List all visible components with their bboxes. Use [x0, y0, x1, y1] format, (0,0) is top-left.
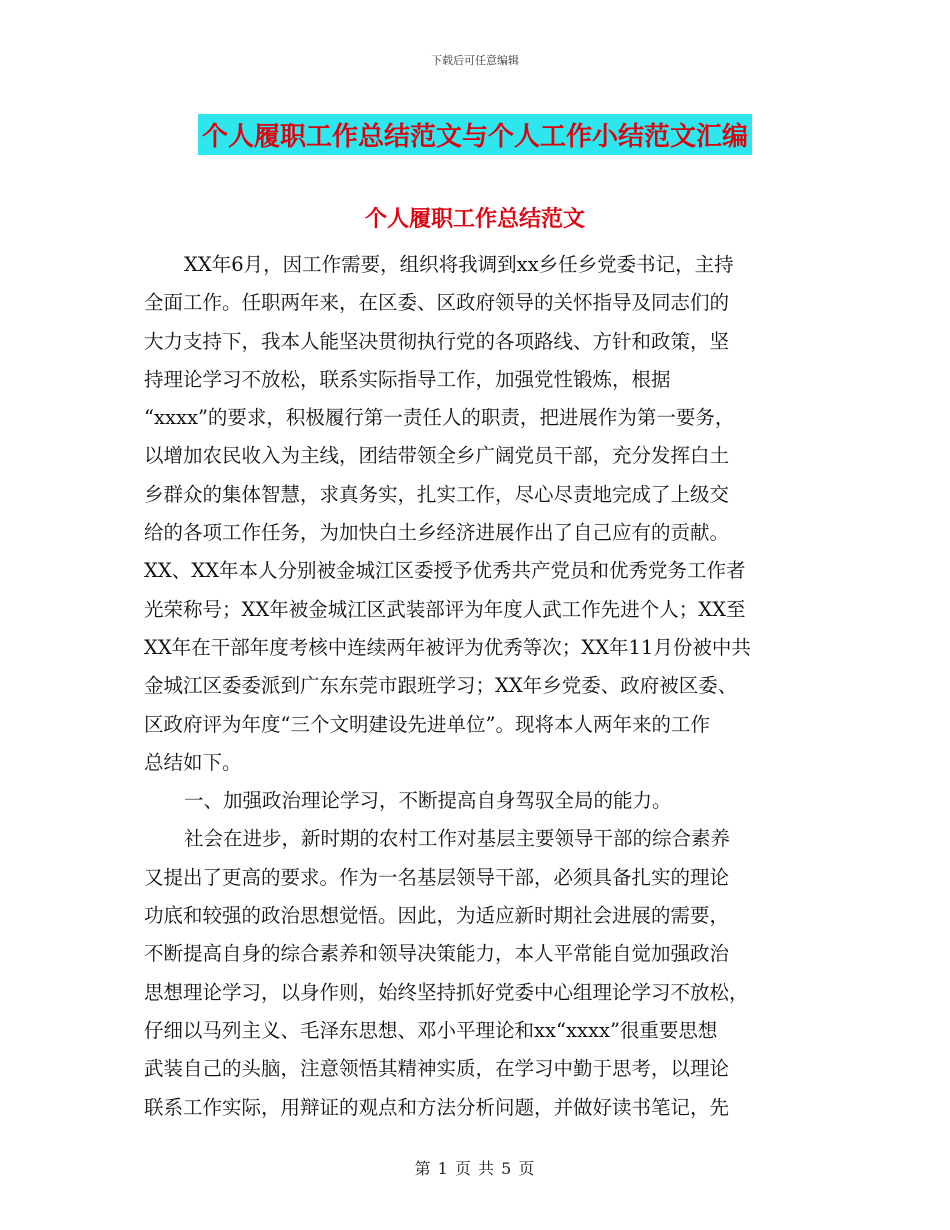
text-line: 给的各项工作任务，为加快白土乡经济进展作出了自己应有的贡献。	[144, 521, 730, 545]
text-line: 功底和较强的政治思想觉悟。因此，为适应新时期社会进展的需要，	[144, 904, 730, 928]
document-title: 个人履职工作总结范文与个人工作小结范文汇编	[198, 114, 752, 155]
text-line: 持理论学习不放松，联系实际指导工作，加强党性锻炼，根据	[144, 367, 671, 391]
text-line: 总结如下。	[144, 750, 242, 774]
text-line: 社会在进步，新时期的农村工作对基层主要领导干部的综合素养	[184, 827, 731, 851]
body-text	[144, 246, 816, 1127]
text-line: 区政府评为年度“三个文明建设先进单位”。现将本人两年来的工作	[144, 712, 710, 736]
text-line: 金城江区委委派到广东东莞市跟班学习；XX年乡党委、政府被区委、	[144, 674, 738, 698]
text-line: 又提出了更高的要求。作为一名基层领导干部，必须具备扎实的理论	[144, 865, 730, 889]
page-footer: 第 1 页 共 5 页	[414, 1159, 536, 1178]
text-line: “xxxx”的要求，积极履行第一责任人的职责，把进展作为第一要务，	[144, 406, 735, 430]
text-line: 不断提高自身的综合素养和领导决策能力，本人平常能自觉加强政治	[144, 942, 730, 966]
document-title-container	[0, 114, 950, 155]
text-line: 仔细以马列主义、毛泽东思想、邓小平理论和xx“xxxx”很重要思想	[144, 1018, 718, 1042]
text-line: XX、XX年本人分别被金城江区委授予优秀共产党员和优秀党务工作者	[144, 559, 746, 583]
text-line: XX年在干部年度考核中连续两年被评为优秀等次；XX年11月份被中共	[144, 635, 751, 659]
text-line: 全面工作。任职两年来，在区委、区政府领导的关怀指导及同志们的	[144, 291, 730, 315]
text-line: 武装自己的头脑，注意领悟其精神实质，在学习中勤于思考，以理论	[144, 1057, 730, 1081]
text-line: 一、加强政治理论学习，不断提高自身驾驭全局的能力。	[184, 789, 672, 813]
section-title: 个人履职工作总结范文	[364, 206, 585, 232]
text-line: 联系工作实际，用辩证的观点和方法分析问题，并做好读书笔记，先	[144, 1095, 730, 1119]
text-line: 思想理论学习，以身作则，始终坚持抓好党委中心组理论学习不放松，	[144, 980, 749, 1004]
text-line: 光荣称号；XX年被金城江区武装部评为年度人武工作先进个人；XX至	[144, 597, 746, 621]
text-line: XX年6月，因工作需要，组织将我调到xx乡任乡党委书记，主持	[184, 253, 734, 276]
text-line: 以增加农民收入为主线，团结带领全乡广阔党员干部，充分发挥白土	[144, 444, 730, 468]
text-line: 乡群众的集体智慧，求真务实，扎实工作，尽心尽责地完成了上级交	[144, 482, 730, 506]
text-line: 大力支持下，我本人能坚决贯彻执行党的各项路线、方针和政策，坚	[144, 329, 730, 353]
page-header-note: 下载后可任意编辑	[431, 54, 519, 67]
